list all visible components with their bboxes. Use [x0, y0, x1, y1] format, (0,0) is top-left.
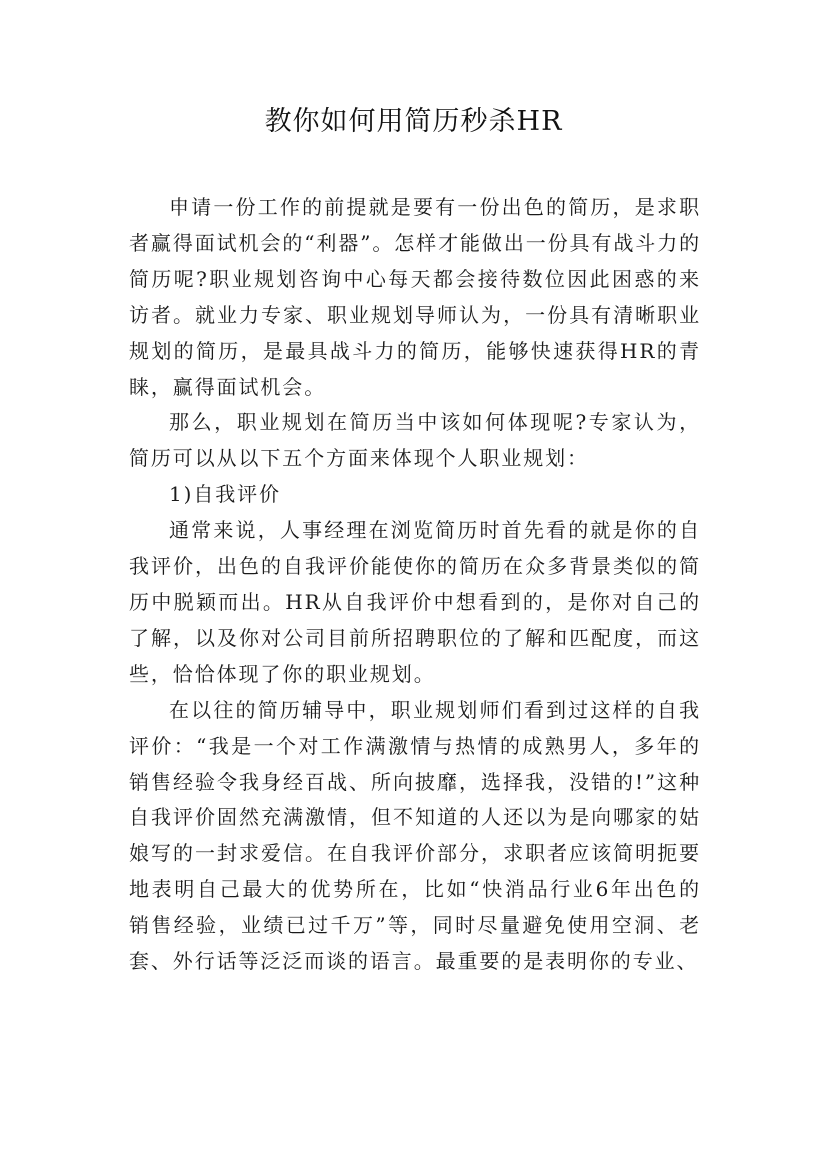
list-item-heading: 1)自我评价: [169, 482, 281, 507]
paragraph: 在以往的简历辅导中，职业规划师们看到过这样的自我评价：“我是一个对工作满激情与热情的成熟男人，多年的销售经验令我身经百战、所向披靡，选择我，没错的!”这种自我评价固然充满激情，但不知道的人还以为是向哪家的姑娘写的一封求爱信。在自我评价部分，求职者应该简明扼要地表明自己最大的优势所在，比如“快消品行业6年出色的销售经验，业绩已过千万”等，同时尽量避免使用空洞、老套、外行话等泛泛而谈的语言。最重要的是表明你的专业、: [129, 697, 701, 974]
document-title: 教你如何用简历秒杀HR: [264, 106, 563, 137]
paragraph: 那么，职业规划在简历当中该如何体现呢?专家认为，简历可以从以下五个方面来体现个人职业规划：: [129, 410, 701, 471]
document-body: [129, 190, 701, 980]
paragraph: 申请一份工作的前提就是要有一份出色的简历，是求职者赢得面试机会的“利器”。怎样才能做出一份具有战斗力的简历呢?职业规划咨询中心每天都会接待数位因此困惑的来访者。就业力专家、职业规划导师认为，一份具有清晰职业规划的简历，是最具战斗力的简历，能够快速获得HR的青睐，赢得面试机会。: [129, 195, 701, 399]
paragraph: 通常来说，人事经理在浏览简历时首先看的就是你的自我评价，出色的自我评价能使你的简历在众多背景类似的简历中脱颖而出。HR从自我评价中想看到的，是你对自己的了解，以及你对公司目前所招聘职位的了解和匹配度，而这些，恰恰体现了你的职业规划。: [129, 518, 701, 686]
